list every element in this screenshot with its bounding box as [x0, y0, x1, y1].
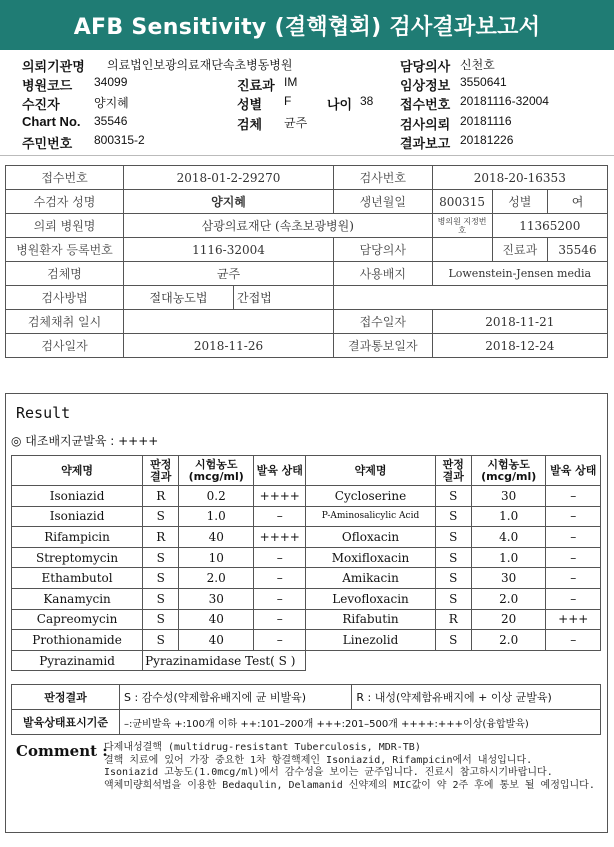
drug-name: Isoniazid — [12, 506, 143, 527]
form-row — [6, 262, 608, 286]
judgement: S — [143, 547, 179, 568]
col-header: 판정 결과 — [435, 456, 471, 486]
growth: – — [254, 588, 306, 609]
chart-value: 35546 — [94, 114, 128, 128]
concentration: 2.0 — [471, 630, 546, 651]
concentration: 1.0 — [179, 506, 254, 527]
form-cell: 접수일자 — [334, 310, 433, 334]
concentration: 2.0 — [471, 588, 546, 609]
clinical-value: 3550641 — [460, 75, 507, 89]
judgement: R — [143, 486, 179, 507]
judgement: S — [143, 506, 179, 527]
drug-name: Capreomycin — [12, 609, 143, 630]
col-header: 판정 결과 — [143, 456, 179, 486]
form-cell: 수검자 성명 — [6, 190, 124, 214]
growth: – — [546, 506, 601, 527]
col-header: 시험농도 (mcg/ml) — [179, 456, 254, 486]
concentration: 4.0 — [471, 527, 546, 548]
form-cell: 1116-32004 — [124, 238, 334, 262]
drug-name: Rifabutin — [306, 609, 435, 630]
form-cell: 접수번호 — [6, 166, 124, 190]
doctor-label: 담당의사 — [400, 59, 451, 74]
judgement: S — [143, 568, 179, 589]
judgement: R — [435, 609, 471, 630]
table-row — [12, 486, 601, 507]
table-row — [12, 568, 601, 589]
drug-name: Isoniazid — [12, 486, 143, 507]
receipt-value: 20181116-32004 — [460, 94, 549, 108]
form-cell: 검사일자 — [6, 334, 124, 358]
drug-name: Levofloxacin — [306, 588, 435, 609]
form-cell: 양지혜 — [124, 190, 334, 214]
legend-row — [12, 685, 601, 710]
judgement: R — [143, 527, 179, 548]
growth: – — [546, 547, 601, 568]
form-cell: 담당의사 — [334, 238, 433, 262]
form-cell: 균주 — [124, 262, 334, 286]
pyrazinamid-row — [12, 650, 601, 671]
drug-name: Ofloxacin — [306, 527, 435, 548]
form-cell: 의뢰 병원명 — [6, 214, 124, 238]
form-row — [6, 214, 608, 238]
form-cell — [334, 286, 608, 310]
chart-label: Chart No. — [22, 114, 81, 129]
sensitivity-table — [11, 455, 601, 671]
table-row — [12, 630, 601, 651]
drug-name: Kanamycin — [12, 588, 143, 609]
form-cell: 생년월일 — [334, 190, 433, 214]
growth: – — [546, 527, 601, 548]
code-label: 병원코드 — [22, 78, 73, 93]
request-value: 20181116 — [460, 114, 512, 128]
drug-name: Pyrazinamid — [12, 650, 143, 671]
judgement: S — [143, 588, 179, 609]
table-row — [12, 527, 601, 548]
form-row — [6, 238, 608, 262]
drug-name: Ethambutol — [12, 568, 143, 589]
form-cell: 2018-11-21 — [432, 310, 607, 334]
judgement: S — [435, 630, 471, 651]
form-cell: 진료과 — [492, 238, 547, 262]
result-section — [5, 393, 608, 833]
legend-judge-label: 판정결과 — [12, 685, 120, 710]
sex-value: F — [284, 94, 292, 108]
form-row — [6, 166, 608, 190]
form-cell: 여 — [548, 190, 608, 214]
form-cell: Lowenstein-Jensen media — [432, 262, 607, 286]
form-row — [6, 286, 608, 310]
form-cell: 검사방법 — [6, 286, 124, 310]
concentration: 40 — [179, 609, 254, 630]
code-value: 34099 — [94, 75, 128, 89]
age-label: 나이 — [327, 97, 353, 112]
form-cell: 2018-01-2-29270 — [124, 166, 334, 190]
specimen-value: 균주 — [284, 116, 308, 130]
table-row — [12, 588, 601, 609]
dept-value: IM — [284, 75, 298, 89]
growth: – — [254, 506, 306, 527]
form-cell: 검체명 — [6, 262, 124, 286]
form-cell: 삼광의료재단 (속초보광병원) — [124, 214, 433, 238]
comment-label: Comment : — [16, 742, 108, 760]
growth: – — [546, 568, 601, 589]
form-cell: 사용배지 — [334, 262, 433, 286]
growth: – — [546, 630, 601, 651]
growth: ++++ — [254, 527, 306, 548]
drug-name: P-Aminosalicylic Acid — [306, 506, 435, 527]
legend-judge-s: S : 감수성(약제함유배지에 균 비발육) — [120, 685, 352, 710]
form-cell — [432, 238, 492, 262]
drug-name: Rifampicin — [12, 527, 143, 548]
drug-name: Moxifloxacin — [306, 547, 435, 568]
concentration: 20 — [471, 609, 546, 630]
form-cell: 2018-12-24 — [432, 334, 607, 358]
form-cell: 검체채취 일시 — [6, 310, 124, 334]
concentration: 2.0 — [179, 568, 254, 589]
legend-growth-label: 발육상태표시기준 — [12, 710, 120, 735]
growth: – — [254, 568, 306, 589]
concentration: 1.0 — [471, 547, 546, 568]
clinical-label: 임상정보 — [400, 78, 451, 93]
col-header: 약제명 — [306, 456, 435, 486]
legend-table — [11, 684, 601, 735]
comment-text: 다제내성결핵 (multidrug-resistant Tuberculosis, MDR-TB) 결핵 치료에 있어 가장 중요한 1차 항결핵제인 Isoniazid, Rifampicin에서 내성입니다. Isoniazid 고농도(1.0mcg/ml)에서 감수성을 보이는 균주입니다. 진료시 참고하시기바랍니다. 액체미량희석법을 이용한 Bedaqulin, Delamanid 신약제의 MIC값이 약 2주 후에 통보 될 예정입니다. — [104, 742, 595, 791]
id-value: 800315-2 — [94, 133, 145, 147]
form-cell: 결과통보일자 — [334, 334, 433, 358]
growth: ++++ — [254, 486, 306, 507]
recipient-value: 양지혜 — [94, 96, 129, 110]
form-row — [6, 334, 608, 358]
table-row — [12, 609, 601, 630]
concentration: 40 — [179, 527, 254, 548]
receipt-label: 접수번호 — [400, 97, 451, 112]
concentration: 0.2 — [179, 486, 254, 507]
id-label: 주민번호 — [22, 136, 73, 151]
judgement: S — [435, 568, 471, 589]
table-row — [12, 547, 601, 568]
judgement: S — [435, 486, 471, 507]
form-cell: 800315 — [432, 190, 492, 214]
form-cell: 검사번호 — [334, 166, 433, 190]
form-row — [6, 190, 608, 214]
pyrazinamidase-test: Pyrazinamidase Test( S ) — [143, 650, 306, 671]
legend-judge-r: R : 내성(약제함유배지에 + 이상 균발육) — [352, 685, 601, 710]
doctor-value: 신천호 — [460, 58, 495, 72]
form-row — [6, 310, 608, 334]
form-cell: 병의원 지정번호 — [432, 214, 492, 238]
concentration: 30 — [179, 588, 254, 609]
judgement: S — [435, 588, 471, 609]
specimen-label: 검체 — [237, 117, 263, 132]
result-title: Result — [16, 404, 71, 422]
drug-name: Cycloserine — [306, 486, 435, 507]
age-value: 38 — [360, 94, 374, 108]
form-cell: 병원환자 등록번호 — [6, 238, 124, 262]
drug-name: Amikacin — [306, 568, 435, 589]
table-row — [12, 506, 601, 527]
col-header: 시험농도 (mcg/ml) — [471, 456, 546, 486]
report-value: 20181226 — [460, 133, 514, 147]
hospital-value: 의료법인보광의료재단속초병동병원 — [107, 58, 293, 72]
form-cell: 11365200 — [492, 214, 607, 238]
judgement: S — [435, 506, 471, 527]
form-cell: 절대농도법 — [124, 286, 234, 310]
concentration: 40 — [179, 630, 254, 651]
table-header-row — [12, 456, 601, 486]
concentration: 30 — [471, 486, 546, 507]
judgement: S — [435, 547, 471, 568]
form-cell: 성별 — [492, 190, 547, 214]
form-cell — [124, 310, 334, 334]
growth: – — [254, 547, 306, 568]
control-growth: ◎ 대조배지균발육 : ++++ — [11, 434, 159, 448]
col-header: 발육 상태 — [546, 456, 601, 486]
col-header: 약제명 — [12, 456, 143, 486]
growth: +++ — [546, 609, 601, 630]
concentration: 30 — [471, 568, 546, 589]
report-label: 결과보고 — [400, 136, 451, 151]
report-title: AFB Sensitivity (결핵협회) 검사결과보고서 — [0, 0, 614, 50]
growth: – — [546, 486, 601, 507]
growth: – — [546, 588, 601, 609]
recipient-label: 수진자 — [22, 97, 60, 112]
judgement: S — [435, 527, 471, 548]
judgement: S — [143, 630, 179, 651]
request-form-table — [5, 165, 608, 358]
request-label: 검사의뢰 — [400, 117, 451, 132]
concentration: 1.0 — [471, 506, 546, 527]
sex-label: 성별 — [237, 97, 263, 112]
judgement: S — [143, 609, 179, 630]
legend-row — [12, 710, 601, 735]
col-header: 발육 상태 — [254, 456, 306, 486]
dept-label: 진료과 — [237, 78, 275, 93]
form-cell: 2018-20-16353 — [432, 166, 607, 190]
concentration: 10 — [179, 547, 254, 568]
growth: – — [254, 609, 306, 630]
form-cell: 35546 — [548, 238, 608, 262]
drug-name: Streptomycin — [12, 547, 143, 568]
drug-name: Prothionamide — [12, 630, 143, 651]
form-cell: 2018-11-26 — [124, 334, 334, 358]
hospital-label: 의뢰기관명 — [22, 59, 85, 74]
legend-growth-text: –:균비발육 +:100개 이하 ++:101–200개 +++:201–500개 ++++:+++이상(융합발육) — [120, 710, 601, 735]
form-cell: 간접법 — [234, 286, 334, 310]
drug-name: Linezolid — [306, 630, 435, 651]
growth: – — [254, 630, 306, 651]
